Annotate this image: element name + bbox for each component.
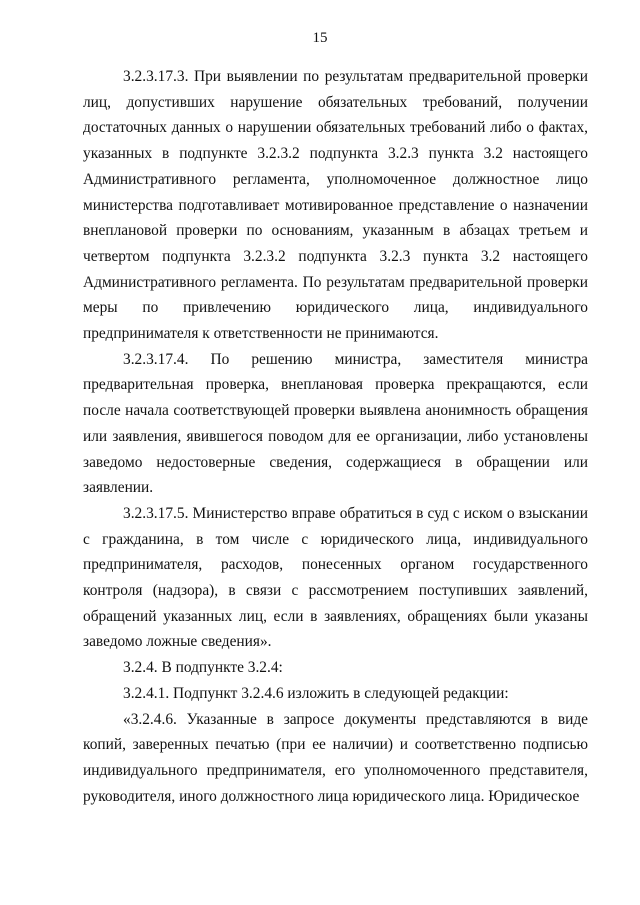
paragraph-3-2-4-1: 3.2.4.1. Подпункт 3.2.4.6 изложить в следующей редакции: bbox=[123, 684, 509, 702]
paragraph-3-2-3-17-5: 3.2.3.17.5. Министерство вправе обратиться в суд с иском о взыскании с гражданина, в том числе с юридического лица, индивидуального предпринимателя, расходов, понесенных органом государственного контроля (надзора), в связи с рассмотрением поступивших заявлений, обращений указанных лиц, если в заявлениях, обращениях были указаны заведомо ложные сведения». bbox=[83, 504, 588, 651]
paragraph-3-2-3-17-4: 3.2.3.17.4. По решению министра, заместителя министра предварительная проверка, внеплановая проверка прекращаются, если после начала соответствующей проверки выявлена анонимность обращения или заявления, явившегося поводом для ее организации, либо установлены заведомо недостоверные сведения, содержащиеся в обращении или заявлении. bbox=[83, 350, 588, 497]
paragraph-3-2-3-17-3: 3.2.3.17.3. При выявлении по результатам предварительной проверки лиц, допустивших нарушение обязательных требований, получении достаточных данных о нарушении обязательных требований либо о фактах, указанных в подпункте 3.2.3.2 подпункта 3.2.3 пункта 3.2 настоящего Административного регламента, уполномоченное должностное лицо министерства подготавливает мотивированное представление о назначении внеплановой проверки по основаниям, указанным в абзацах третьем и четвертом подпункта 3.2.3.2 подпункта 3.2.3 пункта 3.2 настоящего Административного регламента. По результатам предварительной проверки меры по привлечению юридического лица, индивидуального предпринимателя к ответственности не принимаются. bbox=[83, 68, 588, 343]
paragraph-3-2-4-6: «3.2.4.6. Указанные в запросе документы представляются в виде копий, заверенных печатью (при ее наличии) и соответственно подписью индивидуального предпринимателя, его уполномоченного представителя, руководителя, иного должностного лица юридического лица. Юридическое bbox=[83, 710, 588, 805]
page-number: 15 bbox=[312, 30, 328, 46]
document-body bbox=[83, 64, 588, 809]
paragraph-3-2-4: 3.2.4. В подпункте 3.2.4: bbox=[123, 659, 283, 677]
